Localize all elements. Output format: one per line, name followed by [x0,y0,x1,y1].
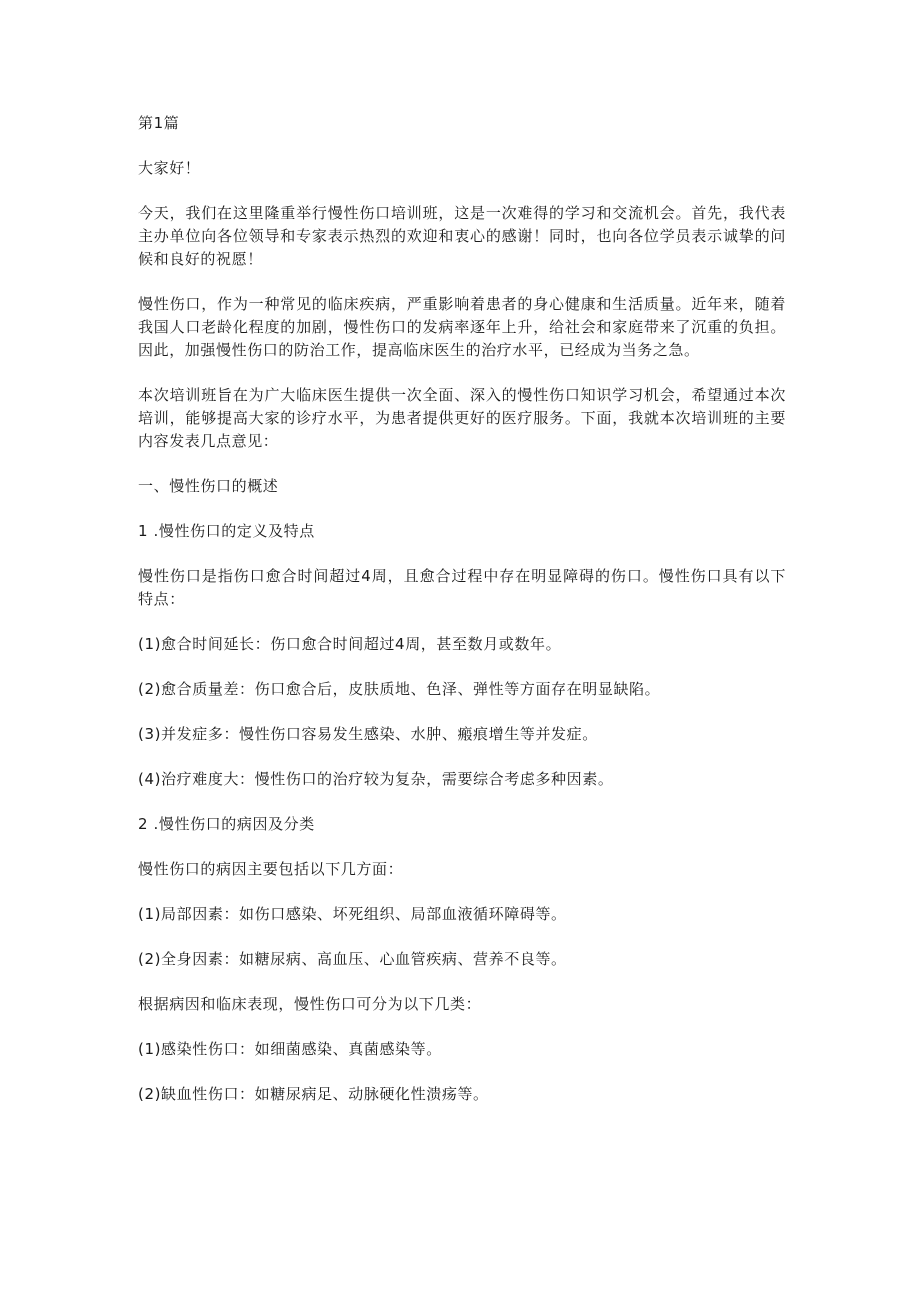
list-item: (1)感染性伤口：如细菌感染、真菌感染等。 [138,1040,442,1058]
subheading-definition: 1 .慢性伤口的定义及特点 [138,522,315,540]
section-title: 第1篇 [138,114,180,132]
list-item: (2)愈合质量差：伤口愈合后，皮肤质地、色泽、弹性等方面存在明显缺陷。 [138,680,661,698]
list-item: (2)全身因素：如糖尿病、高血压、心血管疾病、营养不良等。 [138,950,567,968]
paragraph-background: 慢性伤口，作为一种常见的临床疾病，严重影响着患者的身心健康和生活质量。近年来，随着我国人口老龄化程度的加剧，慢性伤口的发病率逐年上升，给社会和家庭带来了沉重的负担。因此，加强慢性伤口的防治工作，提高临床医生的治疗水平，已经成为当务之急。 [138,295,786,359]
paragraph-definition: 慢性伤口是指伤口愈合时间超过4周，且愈合过程中存在明显障碍的伤口。慢性伤口具有以下特点： [138,567,786,608]
list-item: (1)愈合时间延长：伤口愈合时间超过4周，甚至数月或数年。 [138,635,562,653]
subheading-causes: 2 .慢性伤口的病因及分类 [138,815,315,833]
paragraph-opening: 今天，我们在这里隆重举行慢性伤口培训班，这是一次难得的学习和交流机会。首先，我代表主办单位向各位领导和专家表示热烈的欢迎和衷心的感谢！同时，也向各位学员表示诚挚的问候和良好的祝愿！ [138,204,786,268]
list-item: (3)并发症多：慢性伤口容易发生感染、水肿、瘢痕增生等并发症。 [138,725,598,743]
list-item: (2)缺血性伤口：如糖尿病足、动脉硬化性溃疡等。 [138,1085,489,1103]
heading-overview: 一、慢性伤口的概述 [138,477,279,495]
document-body [138,112,786,1128]
greeting: 大家好！ [138,159,201,177]
list-item: (1)局部因素：如伤口感染、坏死组织、局部血液循环障碍等。 [138,905,567,923]
paragraph-purpose: 本次培训班旨在为广大临床医生提供一次全面、深入的慢性伤口知识学习机会，希望通过本次培训，能够提高大家的诊疗水平，为患者提供更好的医疗服务。下面，我就本次培训班的主要内容发表几点意见： [138,386,786,450]
paragraph-classification-intro: 根据病因和临床表现，慢性伤口可分为以下几类： [138,995,482,1013]
paragraph-causes-intro: 慢性伤口的病因主要包括以下几方面： [138,860,404,878]
list-item: (4)治疗难度大：慢性伤口的治疗较为复杂，需要综合考虑多种因素。 [138,770,614,788]
